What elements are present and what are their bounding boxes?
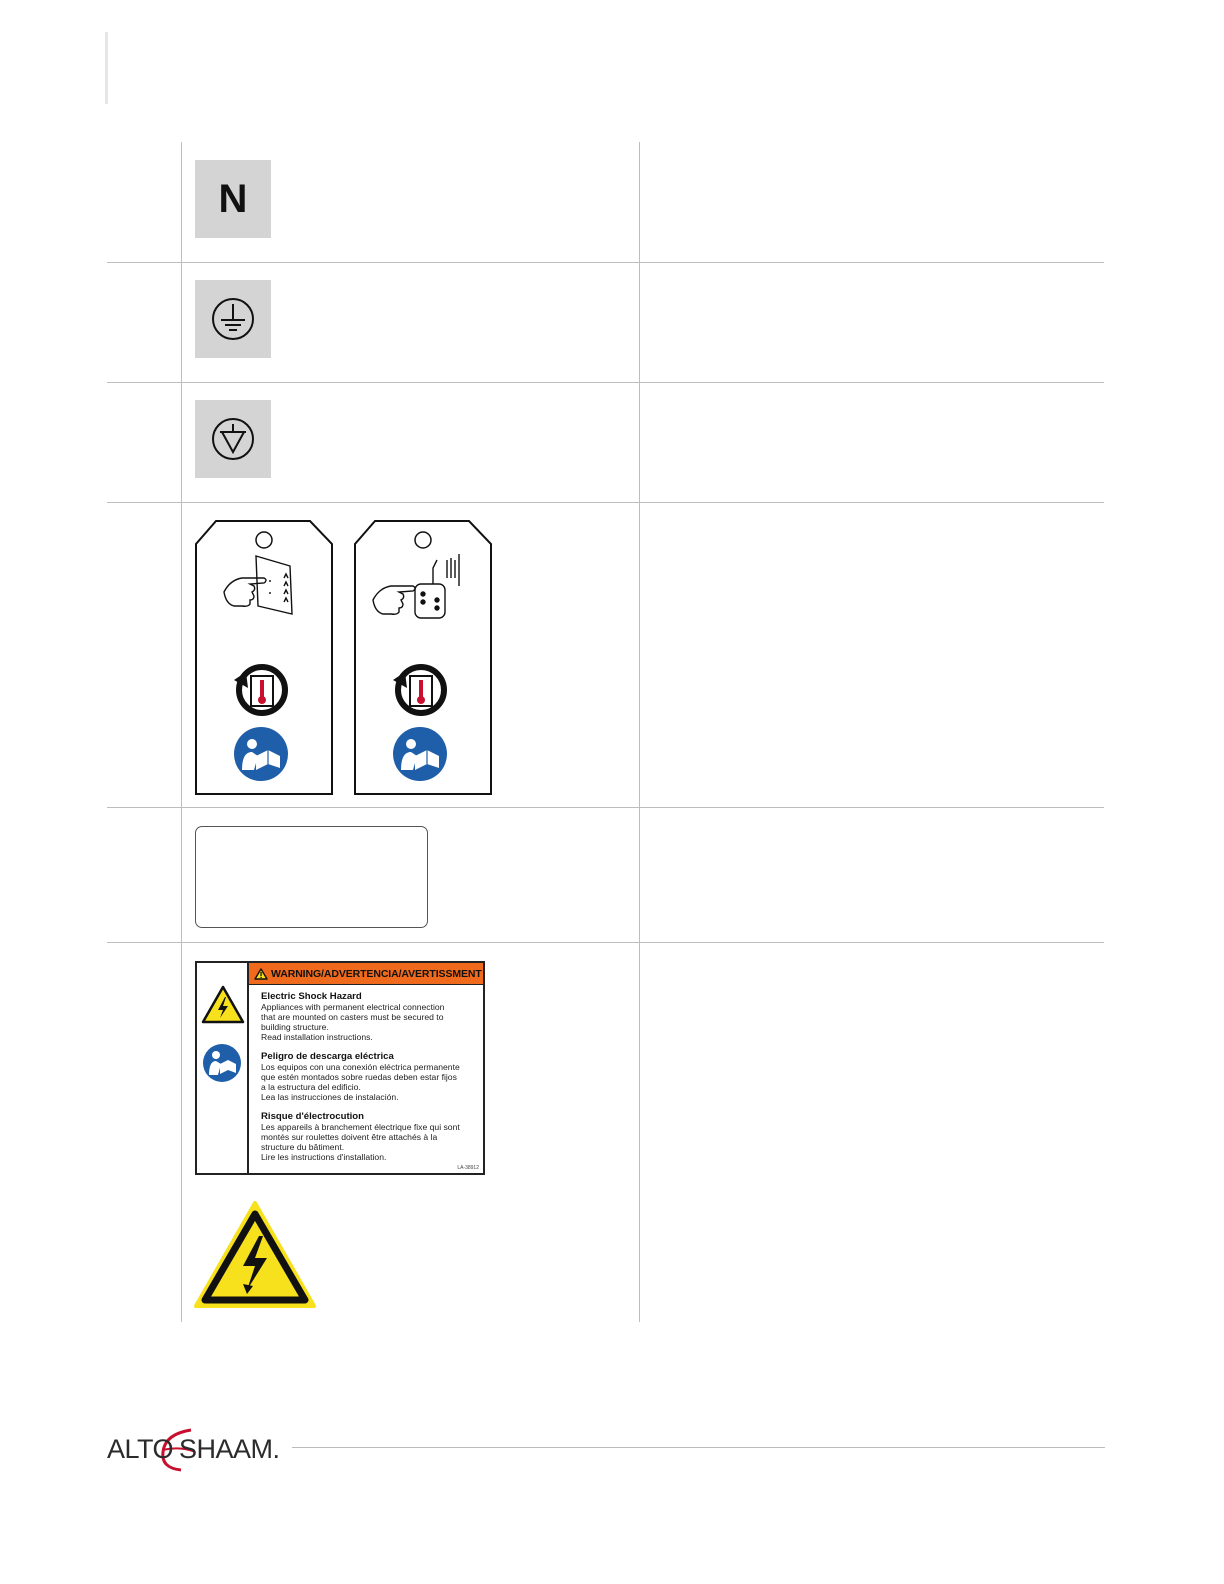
- warning-line: that are mounted on casters must be secured to: [261, 1012, 444, 1022]
- table-row-divider: [107, 942, 1104, 943]
- warning-line: Lea las instrucciones de instalación.: [261, 1092, 399, 1102]
- warning-section-title: Risque d'électrocution: [261, 1111, 365, 1122]
- table-row-divider: [107, 382, 1104, 383]
- warning-line: Appliances with permanent electrical connection: [261, 1002, 445, 1012]
- logo-wordmark: [107, 1434, 280, 1465]
- warning-section-french: [261, 1111, 477, 1162]
- warning-line: que estén montados sobre ruedas deben estar fijos: [261, 1072, 457, 1082]
- warning-line: Les appareils à branchement électrique fixe qui sont: [261, 1122, 460, 1132]
- electric-hazard-icon: [193, 1200, 317, 1310]
- warning-section-spanish: [261, 1051, 477, 1102]
- warning-header-text: WARNING/ADVERTENCIA/AVERTISSMENT: [271, 967, 482, 980]
- blank-rating-label: [195, 826, 428, 928]
- protective-earth-icon: [195, 280, 271, 358]
- electric-hazard-icon: [201, 985, 245, 1025]
- logo-text-shaam: SHAAM.: [179, 1434, 280, 1464]
- neutral-symbol-letter: N: [218, 177, 248, 221]
- warning-section-english: [261, 991, 477, 1042]
- high-limit-reset-tag-left: [194, 520, 334, 796]
- table-divider-right: [639, 142, 640, 1322]
- warning-line: structure du bâtiment.: [261, 1142, 345, 1152]
- table-row-divider: [107, 502, 1104, 503]
- warning-line: Lire les instructions d'installation.: [261, 1152, 387, 1162]
- warning-section-title: Peligro de descarga eléctrica: [261, 1051, 394, 1062]
- label-code: LA-38912: [457, 1165, 479, 1171]
- high-limit-reset-tag-right: [353, 520, 493, 796]
- read-manual-icon: [234, 727, 288, 781]
- logo-text-alto: ALTO: [107, 1434, 174, 1464]
- electric-shock-warning-label: [195, 961, 485, 1175]
- warning-line: Los equipos con una conexión eléctrica permanente: [261, 1062, 460, 1072]
- warning-line: montés sur roulettes doivent être attachés à la: [261, 1132, 438, 1142]
- table-row-divider: [107, 262, 1104, 263]
- table-divider-left: [181, 142, 182, 1322]
- footer-rule: [292, 1447, 1105, 1448]
- warning-line: a la estructura del edificio.: [261, 1082, 361, 1092]
- table-row-divider: [107, 807, 1104, 808]
- neutral-terminal-icon: [195, 160, 271, 238]
- equipotential-icon: [195, 400, 271, 478]
- warning-label-header: [249, 963, 483, 985]
- warning-section-title: Electric Shock Hazard: [261, 991, 362, 1002]
- warning-triangle-icon: [254, 968, 268, 980]
- page-corner-mark: [105, 32, 108, 104]
- warning-line: Read installation instructions.: [261, 1032, 373, 1042]
- read-manual-icon: [202, 1043, 242, 1083]
- warning-label-icon-column: [197, 963, 249, 1173]
- warning-label-body: [261, 991, 477, 1171]
- read-manual-icon: [393, 727, 447, 781]
- alto-shaam-logo: [107, 1426, 282, 1474]
- warning-line: building structure.: [261, 1022, 329, 1032]
